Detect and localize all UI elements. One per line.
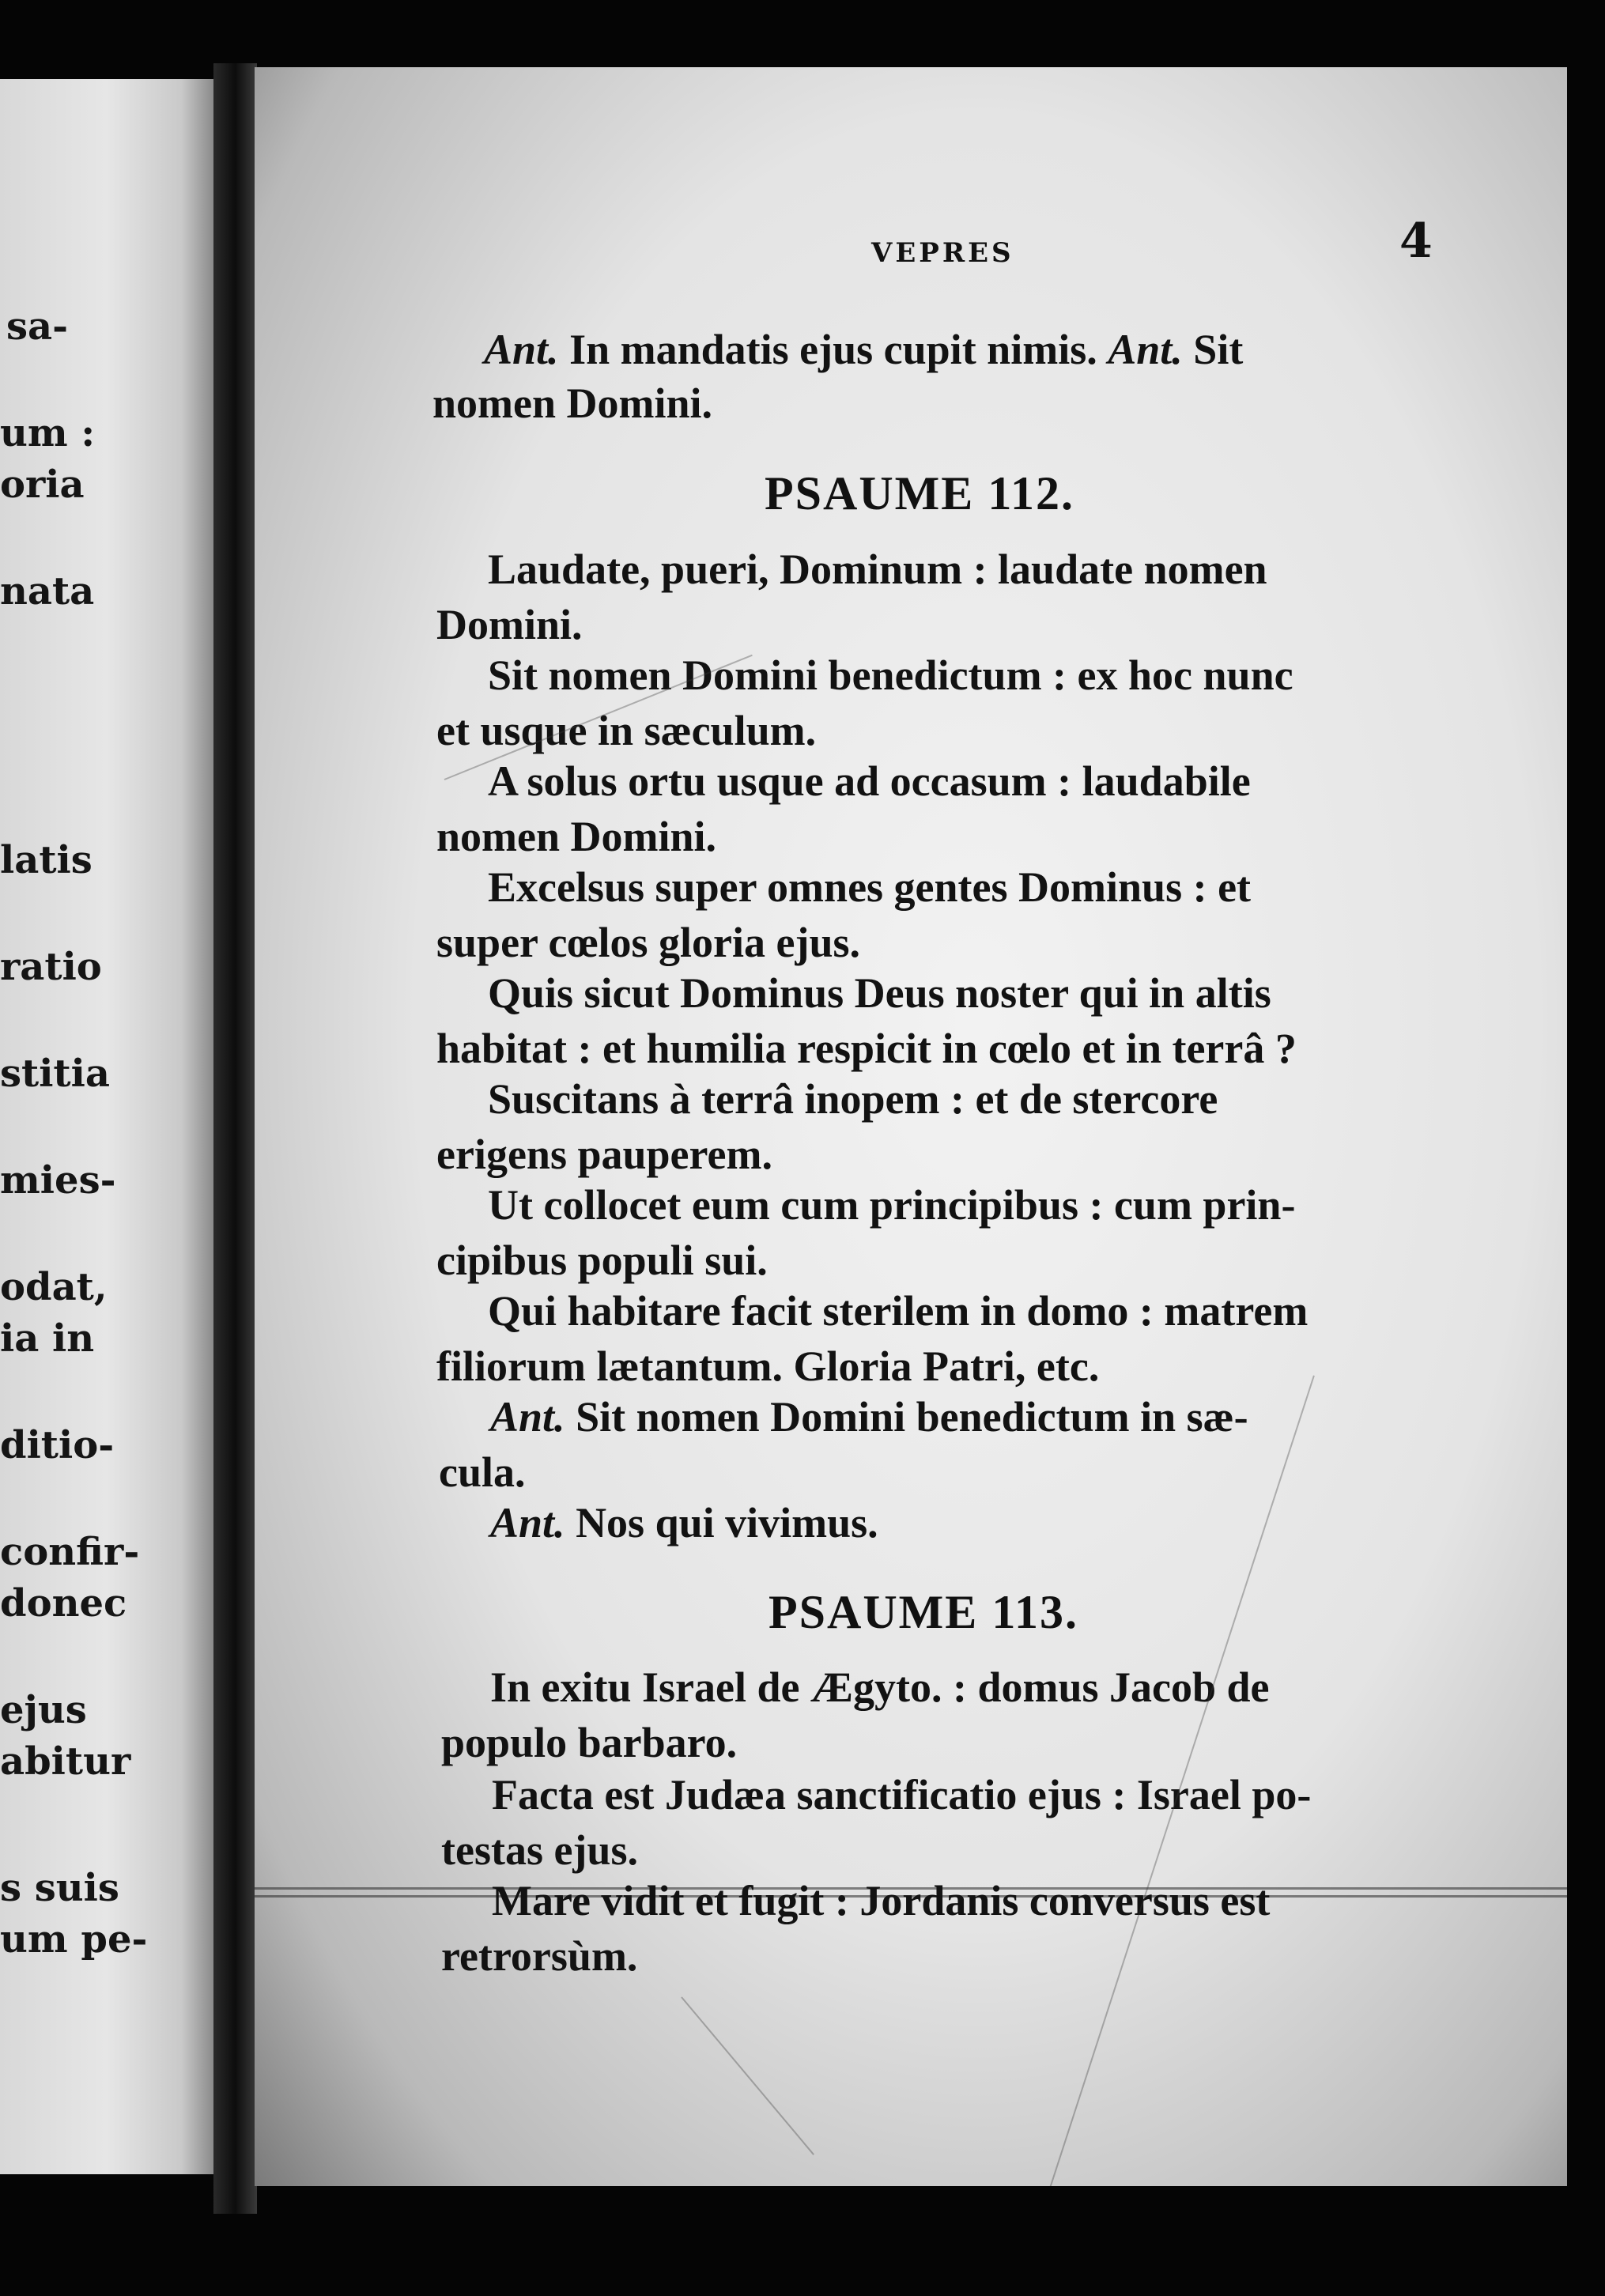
- text-line: Quis sicut Dominus Deus noster qui in altis: [488, 969, 1271, 1017]
- text-line: erigens pauperem.: [436, 1131, 772, 1178]
- antiphon-marker: Ant.: [484, 326, 559, 373]
- line-segment: [484, 328, 1243, 371]
- text-line: Ut collocet eum cum principibus : cum prin-: [488, 1181, 1296, 1229]
- text-line: cipibus populi sui.: [436, 1237, 768, 1284]
- line-text: In mandatis ejus cupit nimis.: [558, 326, 1108, 373]
- text-line: super cœlos gloria ejus.: [436, 919, 860, 966]
- text-line: [490, 1393, 1248, 1441]
- text-line: testas ejus.: [441, 1826, 638, 1874]
- text-line: [490, 1501, 878, 1544]
- page-number: 4: [1399, 213, 1433, 269]
- text-line: Laudate, pueri, Dominum : laudate nomen: [488, 546, 1267, 593]
- text-line: Excelsus super omnes gentes Dominus : et: [488, 863, 1252, 911]
- left-fragment: sa-: [6, 304, 69, 349]
- text-line: Qui habitare facit sterilem in domo : matrem: [488, 1287, 1309, 1335]
- left-fragment: donec: [0, 1581, 127, 1626]
- left-fragment: odat,: [0, 1265, 108, 1309]
- left-fragment: confir-: [0, 1530, 140, 1574]
- text-line: Suscitans à terrâ inopem : et de stercore: [488, 1075, 1218, 1123]
- line-text: Nos qui vivimus.: [565, 1499, 878, 1546]
- text-line: retrorsùm.: [441, 1932, 638, 1980]
- text-line: et usque in sæculum.: [436, 707, 817, 754]
- text-line: Mare vidit et fugit : Jordanis conversus est: [492, 1877, 1271, 1924]
- text-line: [484, 328, 1559, 371]
- psalm-heading: PSAUME 113.: [769, 1586, 1079, 1638]
- text-line: Facta est Judæa sanctificatio ejus : Israel po-: [492, 1771, 1312, 1818]
- text-line: nomen Domini.: [432, 380, 713, 427]
- left-fragment: um pe-: [0, 1917, 148, 1962]
- left-fragment: ia in: [0, 1316, 95, 1361]
- psalm-heading: PSAUME 112.: [765, 467, 1075, 519]
- left-facing-page: [0, 79, 213, 2174]
- antiphon-marker: Ant.: [1108, 326, 1183, 373]
- text-line: habitat : et humilia respicit in cœlo et in terrâ ?: [436, 1025, 1297, 1072]
- left-fragment: s suis: [0, 1866, 119, 1910]
- text-line: Domini.: [436, 601, 583, 648]
- text-line: A solus ortu usque ad occasum : laudabile: [488, 757, 1251, 805]
- left-fragment: latis: [0, 838, 93, 882]
- antiphon-marker: Ant.: [490, 1499, 565, 1546]
- left-fragment: mies-: [0, 1158, 116, 1203]
- text-line: cula.: [439, 1448, 526, 1496]
- text-line: nomen Domini.: [436, 813, 717, 860]
- left-fragment: um :: [0, 411, 96, 455]
- left-fragment: oria: [0, 463, 85, 507]
- left-fragment: abitur: [0, 1739, 131, 1784]
- running-header: VEPRES: [871, 237, 1014, 269]
- text-line: In exitu Israel de Ægyto. : domus Jacob de: [490, 1663, 1270, 1711]
- text-line: populo barbaro.: [441, 1719, 738, 1766]
- left-fragment: ejus: [0, 1688, 87, 1732]
- antiphon-marker: Ant.: [490, 1393, 565, 1441]
- left-fragment: nata: [0, 569, 95, 614]
- page-gutter: [213, 63, 257, 2214]
- main-page: [255, 67, 1567, 2186]
- left-fragment: stitia: [0, 1052, 110, 1096]
- left-fragment: ditio-: [0, 1423, 115, 1467]
- scan-artifact: [681, 1996, 814, 2154]
- left-fragment: ratio: [0, 945, 102, 989]
- line-text: Sit: [1182, 326, 1244, 373]
- text-line: filiorum lætantum. Gloria Patri, etc.: [436, 1342, 1100, 1390]
- text-line: Sit nomen Domini benedictum : ex hoc nunc: [488, 651, 1293, 699]
- line-text: Sit nomen Domini benedictum in sæ-: [565, 1393, 1248, 1441]
